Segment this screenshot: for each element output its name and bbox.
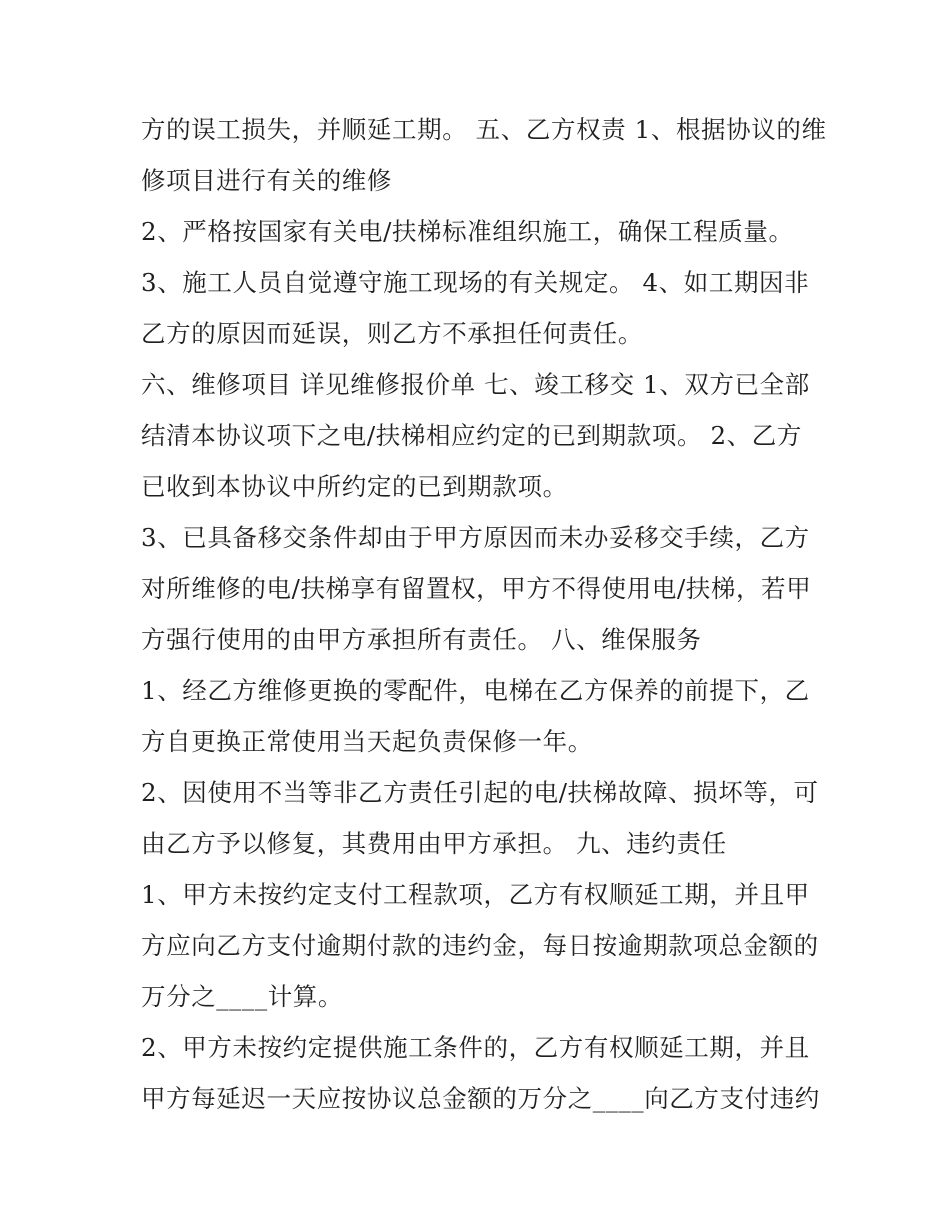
- text-line: 对所维修的电/扶梯享有留置权，甲方不得使用电/扶梯，若甲: [141, 574, 812, 603]
- document-body: [141, 104, 827, 1124]
- text-line: 乙方的原因而延误，则乙方不承担任何责任。: [141, 319, 643, 348]
- text-line: 已收到本协议中所约定的已到期款项。: [141, 472, 568, 501]
- text-line: 方的误工损失，并顺延工期。 五、乙方权责 1、根据协议的维: [141, 115, 827, 144]
- text-line: 万分之____计算。: [141, 982, 343, 1011]
- text-line: 3、施工人员自觉遵守施工现场的有关规定。 4、如工期因非: [141, 268, 810, 297]
- text-line: 方自更换正常使用当天起负责保修一年。: [141, 727, 593, 756]
- text-line: 2、因使用不当等非乙方责任引起的电/扶梯故障、损坏等，可: [141, 778, 819, 807]
- text-line: 六、维修项目 详见维修报价单 七、竣工移交 1、双方已全部: [141, 370, 810, 399]
- text-line: 由乙方予以修复，其费用由甲方承担。 九、违约责任: [141, 829, 727, 858]
- text-line: 1、甲方未按约定支付工程款项，乙方有权顺延工期，并且甲: [141, 880, 810, 909]
- text-line: 结清本协议项下之电/扶梯相应约定的已到期款项。 2、乙方: [141, 421, 802, 450]
- text-line: 方强行使用的由甲方承担所有责任。 八、维保服务: [141, 625, 702, 654]
- text-line: 3、已具备移交条件却由于甲方原因而未办妥移交手续，乙方: [141, 523, 810, 552]
- text-line: 1、经乙方维修更换的零配件，电梯在乙方保养的前提下，乙: [141, 676, 810, 705]
- text-line: 甲方每延迟一天应按协议总金额的万分之____向乙方支付违约: [141, 1084, 820, 1113]
- text-line: 2、严格按国家有关电/扶梯标准组织施工，确保工程质量。: [141, 217, 794, 246]
- text-line: 2、甲方未按约定提供施工条件的，乙方有权顺延工期，并且: [141, 1033, 810, 1062]
- text-line: 方应向乙方支付逾期付款的违约金，每日按逾期款项总金额的: [141, 931, 819, 960]
- text-line: 修项目进行有关的维修: [141, 166, 392, 195]
